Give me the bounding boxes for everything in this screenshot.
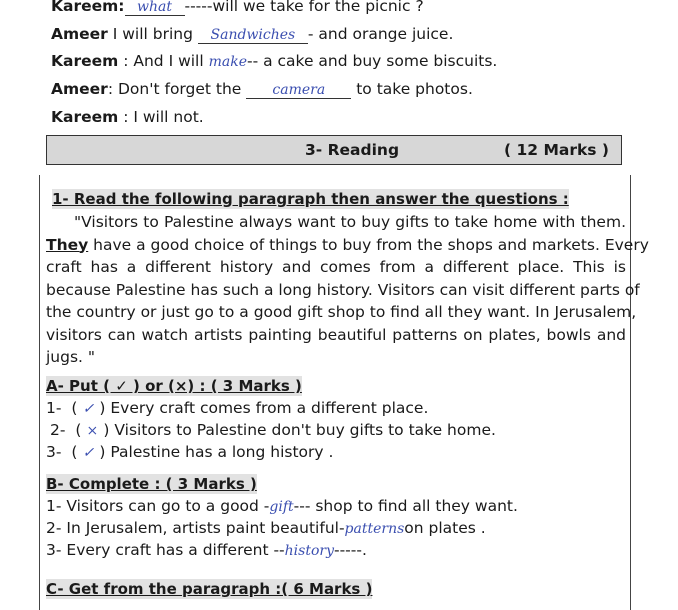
speaker: Kareem: [51, 108, 119, 126]
speaker: Ameer: [51, 25, 108, 43]
item-text: on plates .: [404, 519, 486, 537]
mark-paren: (: [66, 443, 78, 461]
item-number: 1-: [46, 399, 62, 417]
check-mark[interactable]: ✓: [82, 445, 95, 461]
dialogue-text: - and orange juice.: [307, 25, 454, 43]
answer-blank[interactable]: patterns: [344, 521, 405, 537]
item-text: --- shop to find all they want.: [293, 497, 518, 515]
dialogue-text: -----will we take for the picnic ?: [184, 0, 424, 15]
item-number: 3-: [46, 541, 62, 559]
item-number: 2-: [46, 519, 62, 537]
sectionA-item-1: [46, 398, 428, 419]
paragraph-line: [46, 234, 649, 257]
frame-left-border: [39, 175, 40, 610]
item-number: 3-: [46, 443, 62, 461]
sectionB-item-2: [46, 518, 486, 539]
item-number: 2-: [50, 421, 66, 439]
dialogue-text: : Don't forget the: [107, 80, 247, 98]
reading-title: 3- Reading: [305, 141, 400, 159]
dialogue-line-1: [51, 0, 424, 16]
item-text: Visitors can go to a good -: [66, 497, 270, 515]
item-text: In Jerusalem, artists paint beautiful-: [66, 519, 345, 537]
item-text: Palestine has a long history .: [110, 443, 334, 461]
answer-blank[interactable]: make: [208, 54, 247, 70]
underlined-word: They: [46, 235, 89, 254]
mark-paren: (: [70, 421, 82, 439]
item-text: Visitors to Palestine don't buy gifts to take home.: [114, 421, 496, 439]
mark-paren: ): [99, 443, 106, 461]
reading-marks: ( 12 Marks ): [504, 141, 609, 159]
sectionB-title: B- Complete : ( 3 Marks ): [46, 475, 257, 493]
paragraph-line: because Palestine has such a long history. Visitors can visit different parts of: [46, 280, 640, 299]
mark-paren: ): [103, 421, 110, 439]
dialogue-text: I will bring: [107, 25, 198, 43]
dialogue-line-5: [51, 107, 204, 127]
dialogue-text: : And I will: [118, 52, 209, 70]
paragraph-line: the country or just go to a good gift shop to find all they want. In Jerusalem,: [46, 303, 637, 321]
check-mark[interactable]: ✓: [82, 401, 95, 417]
sectionA-item-3: [46, 442, 333, 463]
dialogue-line-4: [51, 79, 473, 99]
mark-paren: ): [99, 399, 106, 417]
paragraph-line: visitors can watch artists painting beautiful patterns on plates, bowls and: [46, 325, 626, 344]
paragraph-text: have a good choice of things to buy from the shops and markets. Every: [88, 235, 649, 254]
answer-blank[interactable]: history: [284, 543, 334, 559]
reading-paragraph: [46, 211, 649, 369]
speaker: Kareem: [51, 52, 119, 70]
reading-header: [46, 135, 622, 165]
sectionC-title: C- Get from the paragraph :( 6 Marks ): [46, 580, 373, 598]
dialogue-text: to take photos.: [351, 80, 473, 98]
cross-mark[interactable]: ×: [86, 423, 99, 439]
dialogue-line-2: [51, 24, 453, 44]
mark-paren: (: [66, 399, 78, 417]
item-text: -----.: [334, 541, 367, 559]
answer-blank[interactable]: what: [125, 0, 185, 16]
speaker: Kareem:: [51, 0, 125, 15]
answer-blank[interactable]: camera: [246, 83, 351, 99]
sectionA-item-2: [50, 420, 496, 441]
dialogue-line-3: [51, 51, 497, 72]
sectionB-item-3: [46, 540, 367, 561]
paragraph-line: jugs. ": [46, 348, 96, 366]
sectionB-item-1: [46, 496, 518, 517]
section1-title: 1- Read the following paragraph then answer the questions :: [52, 190, 569, 208]
paragraph-line: craft has a different history and comes from a different place. This is: [46, 258, 626, 276]
item-text: Every craft comes from a different place.: [110, 399, 429, 417]
answer-blank[interactable]: Sandwiches: [198, 28, 308, 44]
item-text: Every craft has a different --: [66, 541, 285, 559]
answer-blank[interactable]: gift: [269, 499, 294, 515]
dialogue-text: -- a cake and buy some biscuits.: [246, 52, 498, 70]
speaker: Ameer: [51, 80, 108, 98]
dialogue-text: : I will not.: [118, 108, 204, 126]
sectionA-title: A- Put ( ✓ ) or (×) : ( 3 Marks ): [46, 377, 302, 395]
paragraph-line: "Visitors to Palestine always want to buy gifts to take home with them.: [74, 213, 626, 231]
item-number: 1-: [46, 497, 62, 515]
